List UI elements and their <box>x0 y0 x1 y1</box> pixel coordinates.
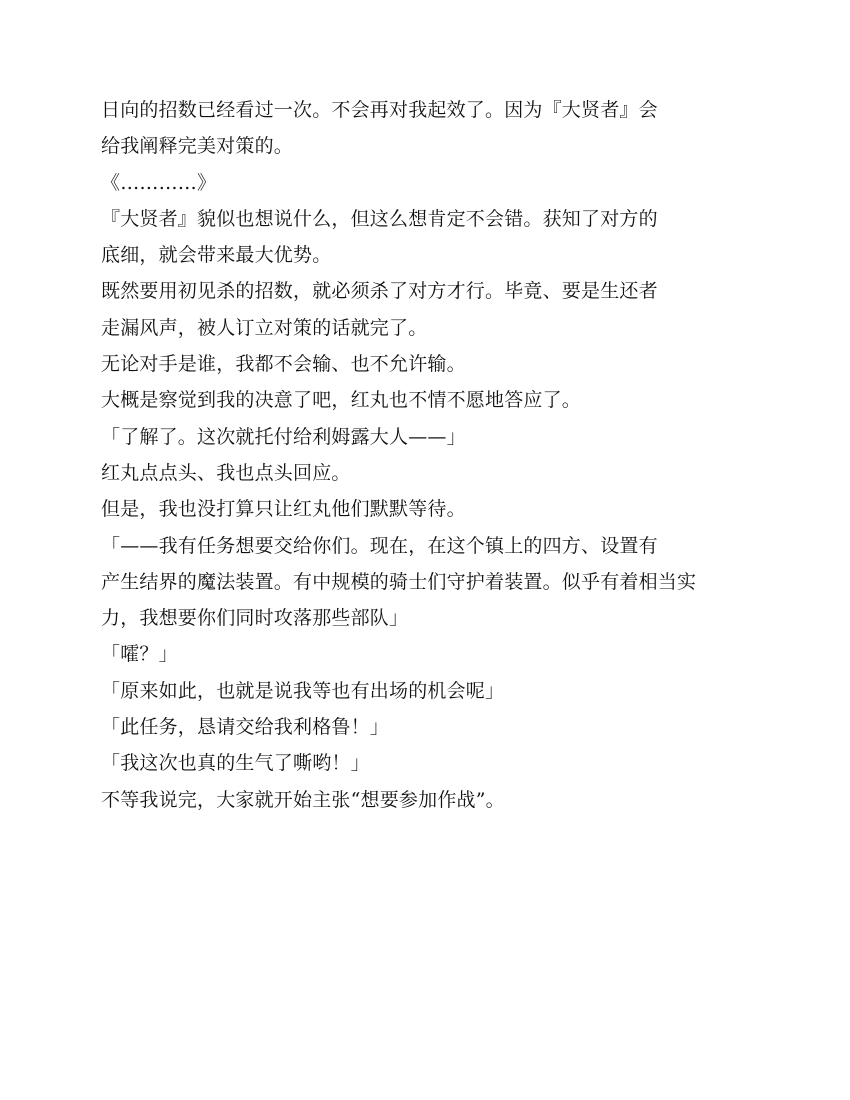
text-line: 「此任务，恳请交给我利格鲁！」 <box>101 716 390 739</box>
text-line: 给我阐释完美对策的。 <box>101 135 294 158</box>
text-line: 「我这次也真的生气了嘶哟！」 <box>101 752 370 775</box>
text-line: 「了解了。这次就托付给利姆露大人——」 <box>101 425 466 448</box>
text-line: 日向的招数已经看过一次。不会再对我起效了。因为『大贤者』会 <box>101 99 658 121</box>
text-line: 走漏风声，被人订立对策的话就完了。 <box>101 316 428 339</box>
text-line: 「原来如此，也就是说我等也有出场的机会呢」 <box>101 679 505 702</box>
text-line: 但是，我也没打算只让红丸他们默默等待。 <box>101 498 466 521</box>
text-line: 产生结界的魔法装置。有中规模的骑士们守护着装置。似乎有着相当实 <box>101 570 697 593</box>
text-line: 力，我想要你们同时攻落那些部队」 <box>101 607 409 630</box>
text-line: 无论对手是谁，我都不会输、也不允许输。 <box>101 353 466 376</box>
text-line: 红丸点点头、我也点头回应。 <box>101 461 351 484</box>
text-line: 不等我说完，大家就开始主张“想要参加作战”。 <box>101 788 505 811</box>
text-line: 「嚯？」 <box>101 643 178 666</box>
text-line: 《…………》 <box>101 171 217 194</box>
text-line: 「——我有任务想要交给你们。现在，在这个镇上的四方、设置有 <box>101 534 658 557</box>
body-text <box>101 92 761 818</box>
text-line: 『大贤者』貌似也想说什么，但这么想肯定不会错。获知了对方的 <box>101 207 658 230</box>
text-line: 底细，就会带来最大优势。 <box>101 244 332 267</box>
text-line: 大概是察觉到我的决意了吧，红丸也不情不愿地答应了。 <box>101 389 582 412</box>
text-line: 既然要用初见杀的招数，就必须杀了对方才行。毕竟、要是生还者 <box>101 280 658 303</box>
